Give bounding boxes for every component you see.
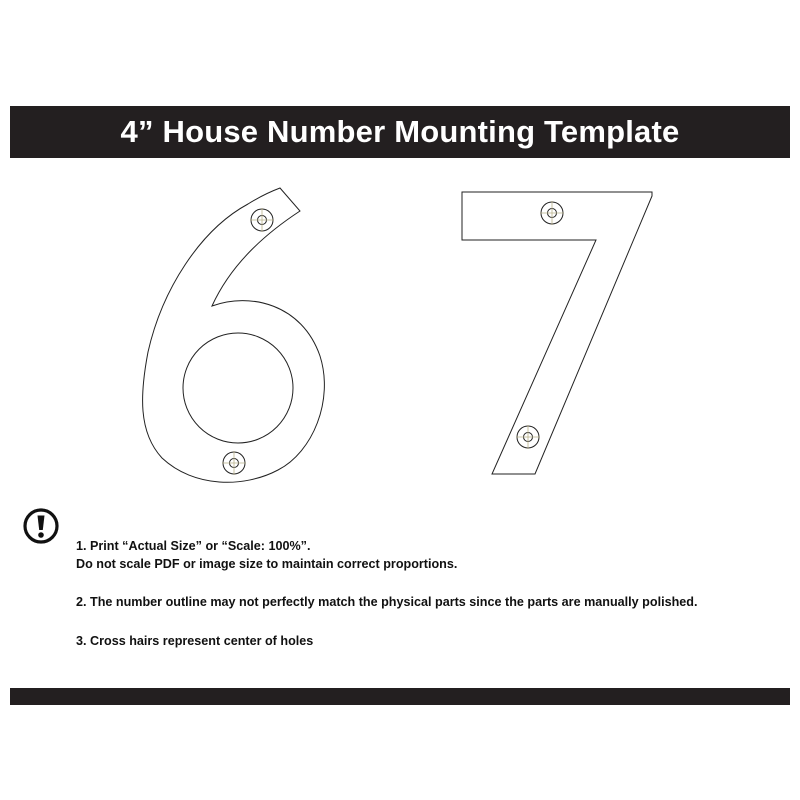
instruction-1-line-2: Do not scale PDF or image size to maintain correct proportions. [76,556,458,571]
mounting-hole [540,201,564,225]
page-title: 4” House Number Mounting Template [120,114,680,149]
instruction-2: 2. The number outline may not perfectly match the physical parts since the parts are manually polished. [76,595,698,609]
digit-6-body [143,188,325,482]
digit-7-outline [462,192,652,474]
mounting-hole [222,451,246,475]
instruction-list [76,538,776,650]
mounting-hole [516,425,540,449]
instruction-3: 3. Cross hairs represent center of holes [76,633,314,648]
footer-bar [10,688,790,705]
exclamation-circle-icon [22,507,60,545]
instruction-1-line-1: 1. Print “Actual Size” or “Scale: 100%”. [76,539,311,553]
digit-7-body [462,192,652,474]
digit-6-counter [183,333,293,443]
digit-6-outline [143,188,325,482]
mounting-hole [250,208,274,232]
